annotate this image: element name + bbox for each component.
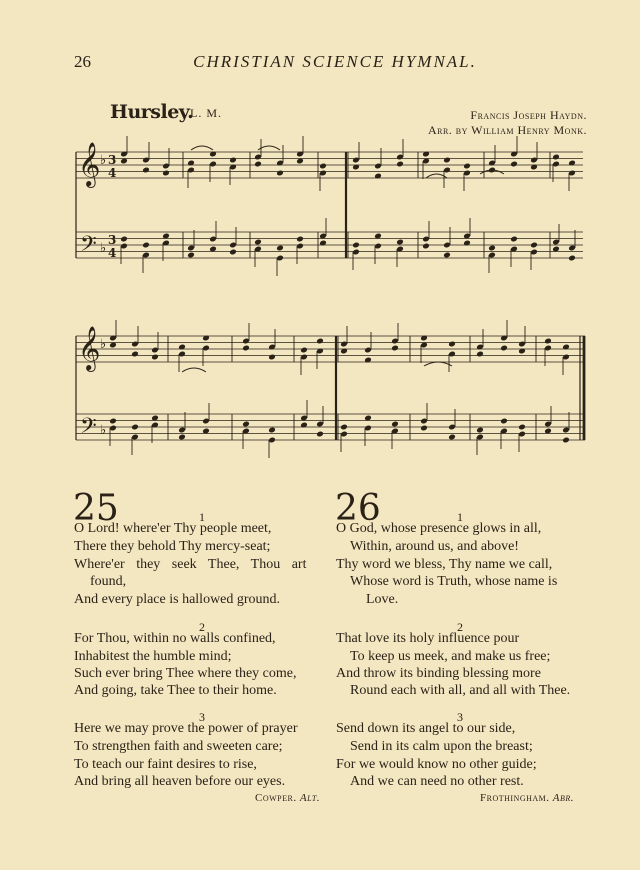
note-head (448, 341, 456, 348)
note-head (448, 434, 456, 441)
verse-line: Such ever bring Thee where they come, (74, 666, 297, 681)
verse-line: And throw its binding blessing more (336, 666, 541, 681)
verse-line: Send down its angel to our side, (336, 721, 516, 736)
key-flat: ♭ (100, 241, 107, 256)
verse-line: To teach our faint desires to rise, (74, 757, 257, 772)
note-head (319, 163, 327, 170)
verse-line: Send in its calm upon the breast; (350, 739, 533, 754)
attribution-author: Cowper. (255, 792, 297, 804)
note-head (518, 424, 526, 431)
bass-clef: 𝄢 (80, 232, 97, 262)
note-head (316, 338, 324, 345)
note-head (276, 170, 284, 177)
running-head: CHRISTIAN SCIENCE HYMNAL. (193, 52, 477, 71)
note-head (544, 338, 552, 345)
verse-line: For we would know no other guide; (336, 757, 537, 772)
note-head (131, 424, 139, 431)
note-head (242, 345, 250, 352)
verse-line: O Lord! where'er Thy people meet, (74, 521, 272, 536)
slur (424, 362, 452, 366)
arranger-name: Arr. by William Henry Monk. (427, 123, 587, 137)
note-head (352, 242, 360, 249)
note-head (568, 255, 576, 262)
verse-line: And going, take Thee to their home. (74, 683, 277, 698)
attribution-note: Abr. (552, 792, 575, 804)
note-head (488, 245, 496, 252)
note-head (131, 351, 139, 358)
note-head (254, 239, 262, 246)
note-head (162, 170, 170, 177)
note-head (562, 437, 570, 444)
verse-line: Love. (366, 592, 399, 607)
note-head (187, 252, 195, 259)
composer-name: Francis Joseph Haydn. (470, 108, 587, 122)
key-flat: ♭ (100, 337, 107, 352)
verse-line: And every place is hallowed ground. (74, 592, 281, 607)
note-head (142, 167, 150, 174)
key-flat: ♭ (100, 423, 107, 438)
note-head (142, 242, 150, 249)
note-head (463, 163, 471, 170)
treble-clef: 𝄞 (78, 326, 101, 370)
note-head (510, 236, 518, 243)
note-head (276, 245, 284, 252)
tune-meter: L. M. (190, 106, 222, 120)
note-head (109, 418, 117, 425)
note-head (443, 157, 451, 164)
attribution (480, 792, 574, 804)
note-head (420, 425, 428, 432)
verse-line: O God, whose presence glows in all, (336, 521, 542, 536)
verse-line: There they behold Thy mercy-seat; (74, 539, 271, 554)
verse-label: 2 (457, 620, 463, 634)
verse-line: Round each with all, and all with Thee. (350, 683, 571, 698)
hymn-number-26: 26 (335, 488, 381, 529)
time-signature-top: 3 (108, 153, 117, 167)
verse-line: That love its holy influence pour (336, 631, 520, 646)
verse-line: And we can need no other rest. (350, 774, 524, 789)
note-head (422, 243, 430, 250)
verse-line: For Thou, within no walls confined, (74, 631, 276, 646)
time-signature-bottom: 4 (108, 166, 117, 180)
bass-clef: 𝄢 (80, 414, 97, 444)
verse-line: Inhabitest the humble mind; (74, 649, 232, 664)
note-head (500, 418, 508, 425)
attribution (255, 792, 320, 804)
time-signature-bottom: 4 (108, 246, 117, 260)
attribution-note: Alt. (299, 792, 321, 804)
verse-label: 1 (199, 510, 205, 524)
treble-clef: 𝄞 (78, 142, 101, 186)
note-head (391, 345, 399, 352)
verse-label: 2 (199, 620, 205, 634)
attribution-author: Frothingham. (480, 792, 550, 804)
slur (191, 146, 213, 150)
verse-label: 1 (457, 510, 463, 524)
verse-line: Here we may prove the power of prayer (74, 721, 298, 736)
note-head (268, 354, 276, 361)
verse-line: Whose word is Truth, whose name is (350, 574, 558, 589)
note-head (476, 427, 484, 434)
verse-line: And bring all heaven before our eyes. (74, 774, 286, 789)
note-head (178, 434, 186, 441)
note-head (476, 351, 484, 358)
note-head (229, 157, 237, 164)
note-head (552, 154, 560, 161)
note-head (443, 252, 451, 259)
note-head (300, 347, 308, 354)
note-head (391, 421, 399, 428)
verse-label: 3 (199, 710, 205, 724)
time-signature-top: 3 (108, 233, 117, 247)
note-head (151, 354, 159, 361)
note-head (396, 161, 404, 168)
verse-line: Thy word we bless, Thy name we call, (336, 557, 553, 572)
note-head (242, 421, 250, 428)
verse-line: To keep us meek, and make us free; (350, 649, 551, 664)
note-head (254, 161, 262, 168)
note-head (340, 424, 348, 431)
tune-name: Hursley. (110, 101, 194, 123)
note-head (500, 345, 508, 352)
verse-line: found, (90, 574, 127, 589)
verse-line: To strengthen faith and sweeten care; (74, 739, 283, 754)
note-head (396, 239, 404, 246)
slur (182, 368, 206, 372)
page-number: 26 (74, 52, 91, 71)
key-flat: ♭ (100, 153, 107, 168)
hymn-number-25: 25 (73, 488, 119, 529)
note-head (316, 431, 324, 438)
note-head (229, 249, 237, 256)
note-head (268, 427, 276, 434)
verse-line: Where'er they seek Thee, Thou art (74, 557, 307, 572)
verse-label: 3 (457, 710, 463, 724)
note-head (296, 236, 304, 243)
note-head (510, 161, 518, 168)
note-head (530, 242, 538, 249)
note-head (120, 236, 128, 243)
verse-line: Within, around us, and above! (350, 539, 519, 554)
